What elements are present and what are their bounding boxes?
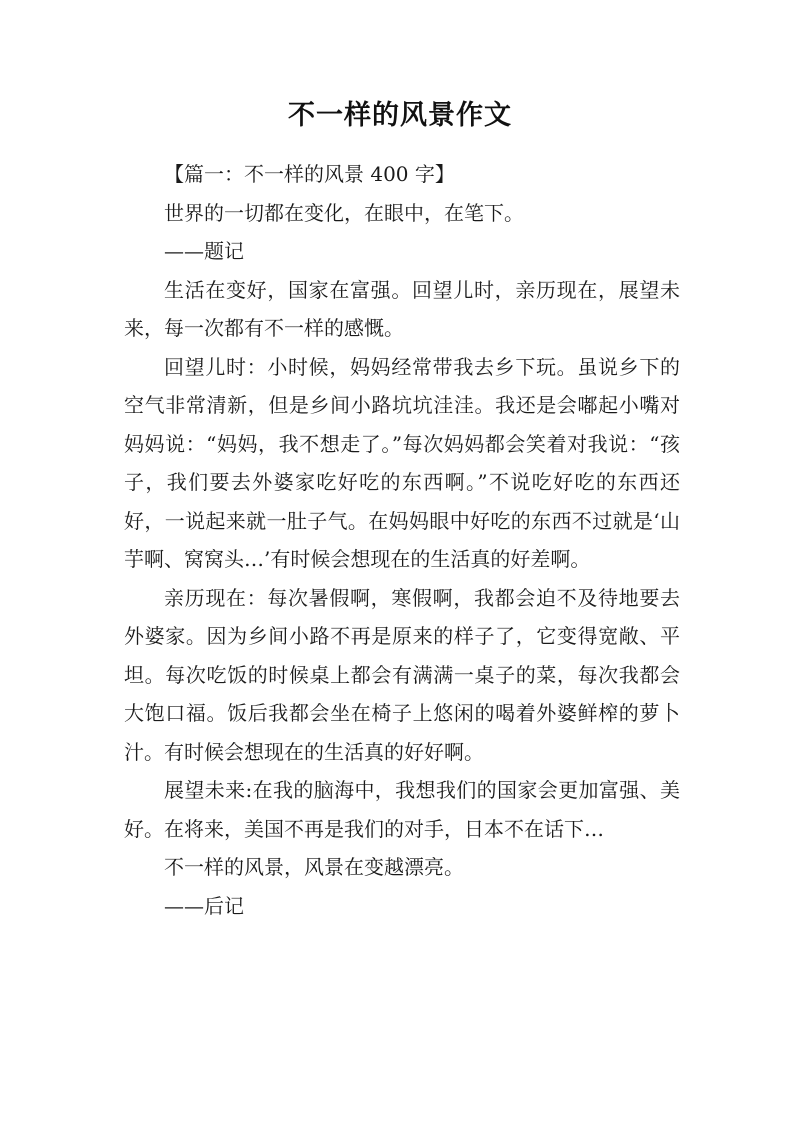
body-paragraph: 展望未来:在我的脑海中，我想我们的国家会更加富强、美好。在将来，美国不再是我们的对手，日本不在话下… — [124, 778, 680, 841]
body-paragraph: 回望儿时：小时候，妈妈经常带我去乡下玩。虽说乡下的空气非常清新，但是乡间小路坑坑洼洼。我还是会嘟起小嘴对妈妈说：“妈妈，我不想走了。”每次妈妈都会笑着对我说：“孩子，我们要去外婆家吃好吃的东西啊。”不说吃好吃的东西还好，一说起来就一肚子气。在妈妈眼中好吃的东西不过就是‘山芋啊、窝窝头…’有时候会想现在的生活真的好差啊。 — [124, 354, 680, 571]
postscript-attribution: ——后记 — [164, 893, 244, 918]
section-heading: 【篇一：不一样的风景 400 字】 — [164, 162, 455, 186]
document-body — [124, 155, 680, 925]
body-paragraph: 亲历现在：每次暑假啊，寒假啊，我都会迫不及待地要去外婆家。因为乡间小路不再是原来的样子了，它变得宽敞、平坦。每次吃饭的时候桌上都会有满满一桌子的菜，每次我都会大饱口福。饭后我都会坐在椅子上悠闲的喝着外婆鲜榨的萝卜汁。有时候会想现在的生活真的好好啊。 — [124, 585, 680, 764]
closing-line: 不一样的风景，风景在变越漂亮。 — [164, 855, 464, 879]
epigraph-attribution: ——题记 — [164, 239, 244, 263]
body-paragraph: 生活在变好，国家在富强。回望儿时，亲历现在，展望未来，每一次都有不一样的感慨。 — [124, 277, 680, 340]
document-title: 不一样的风景作文 — [288, 100, 512, 131]
epigraph: 世界的一切都在变化，在眼中，在笔下。 — [164, 200, 524, 225]
